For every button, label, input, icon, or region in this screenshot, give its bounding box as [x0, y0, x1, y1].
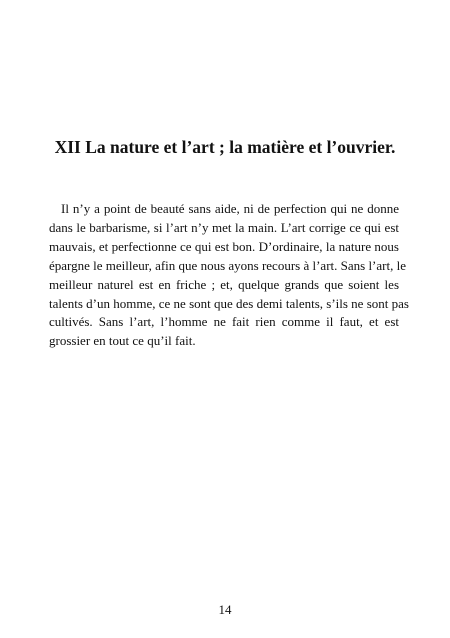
paragraph-line: talents d’un homme, ce ne sont que des demi talents, s’ils ne sont pas	[49, 295, 409, 311]
paragraph-line: épargne le meilleur, afin que nous ayons recours à l’art. Sans l’art, le	[49, 257, 406, 273]
paragraph-line: mauvais, et perfectionne ce qui est bon. D’ordinaire, la nature nous	[49, 238, 399, 254]
body-paragraph	[49, 200, 409, 351]
paragraph-line: meilleur naturel est en friche ; et, quelque grands que soient les	[49, 276, 399, 292]
paragraph-line: dans le barbarisme, si l’art n’y met la main. L’art corrige ce qui est	[49, 219, 399, 235]
chapter-title: XII La nature et l’art ; la matière et l’ouvrier.	[54, 137, 396, 157]
paragraph-line: grossier en tout ce qu’il fait.	[49, 333, 196, 349]
paragraph-line: Il n’y a point de beauté sans aide, ni de perfection qui ne donne	[61, 201, 399, 216]
page-number: 14	[218, 602, 232, 617]
paragraph-line: cultivés. Sans l’art, l’homme ne fait rien comme il faut, et est	[49, 314, 399, 330]
